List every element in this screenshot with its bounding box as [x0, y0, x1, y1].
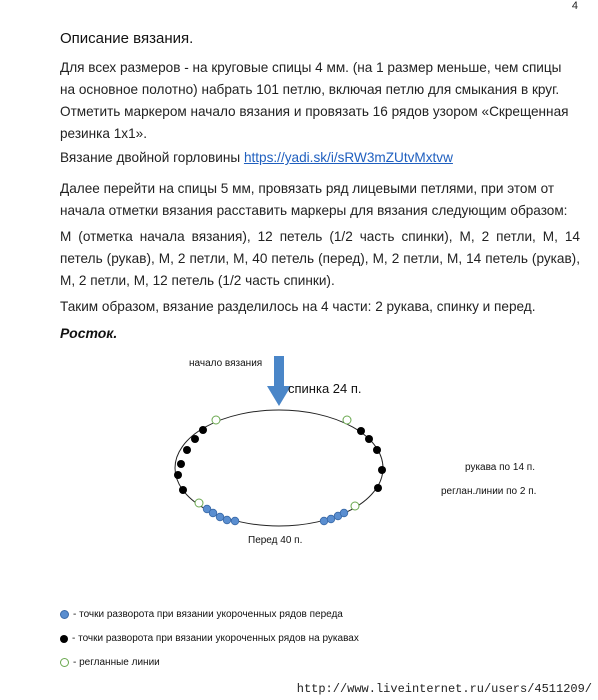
raglan-marker	[195, 499, 203, 507]
sleeve-turn-point	[365, 435, 373, 443]
legend-item-front	[60, 609, 343, 620]
section-heading: Описание вязания.	[60, 30, 194, 47]
front-turn-point	[216, 513, 224, 521]
double-neck-text: Вязание двойной горловины	[60, 150, 244, 165]
front-turn-point	[340, 509, 348, 517]
sleeve-turn-point	[357, 427, 365, 435]
raglan-marker	[212, 416, 220, 424]
front-turn-point	[320, 517, 328, 525]
legend-text: - регланные линии	[73, 657, 160, 668]
sleeves-label: рукава по 14 п.	[465, 462, 535, 473]
front-turn-point	[223, 516, 231, 524]
paragraph-cast-on: Для всех размеров - на круговые спицы 4 мм. (на 1 размер меньше, чем спицы на основное полотно) набрать 101 петлю, включая петлю для смыкания в круг. Отметить маркером начало вязания и провязать 16 рядов узором «Скрещенная резинка 1х1».	[60, 60, 569, 141]
start-label: начало вязания	[189, 358, 263, 369]
sleeve-turn-point	[177, 460, 185, 468]
front-label: Перед 40 п.	[248, 535, 303, 546]
paragraph-summary: Таким образом, вязание разделилось на 4 части: 2 рукава, спинку и перед.	[60, 299, 536, 314]
sleeve-turn-point	[378, 466, 386, 474]
sleeve-turn-point	[191, 435, 199, 443]
blue-dot-icon	[60, 610, 69, 619]
back-label: спинка 24 п.	[288, 381, 362, 396]
front-turn-point	[209, 509, 217, 517]
section-title: Росток.	[60, 325, 118, 341]
open-circle-icon	[60, 658, 69, 667]
sleeve-turn-point	[179, 486, 187, 494]
paragraph-marker-sequence: М (отметка начала вязания), 12 петель (1/2 часть спинки), М, 2 петли, М, 14 петель (рукав), М, 2 петли, М, 40 петель (перед), М, 2 петли, М, 14 петель (рукав), М, 2 петли, М, 12 петель (1/2 часть спинки).	[60, 229, 580, 288]
legend-item-sleeves	[60, 633, 359, 644]
sleeve-turn-point	[199, 426, 207, 434]
front-turn-point	[231, 517, 239, 525]
front-turn-point	[327, 515, 335, 523]
sleeve-turn-point	[174, 471, 182, 479]
legend-item-raglan	[60, 657, 160, 668]
page-number: 4	[571, 0, 578, 12]
double-neck-link[interactable]: https://yadi.sk/i/sRW3mZUtvMxtvw	[243, 150, 453, 165]
sleeve-turn-point	[374, 484, 382, 492]
sleeve-turn-point	[183, 446, 191, 454]
legend-text: - точки разворота при вязании укороченных рядов на рукавах	[72, 633, 359, 644]
paragraph-markers: Далее перейти на спицы 5 мм, провязать ряд лицевыми петлями, при этом от начала отметки вязания расставить маркеры для вязания следующим образом:	[60, 181, 568, 218]
sleeve-turn-point	[373, 446, 381, 454]
raglan-marker	[351, 502, 359, 510]
black-dot-icon	[60, 635, 68, 643]
footer-url: http://www.liveinternet.ru/users/4511209/	[296, 682, 592, 696]
raglan-marker	[343, 416, 351, 424]
raglan-label: реглан.линии по 2 п.	[441, 486, 537, 497]
legend-text: - точки разворота при вязании укороченных рядов переда	[73, 609, 343, 620]
